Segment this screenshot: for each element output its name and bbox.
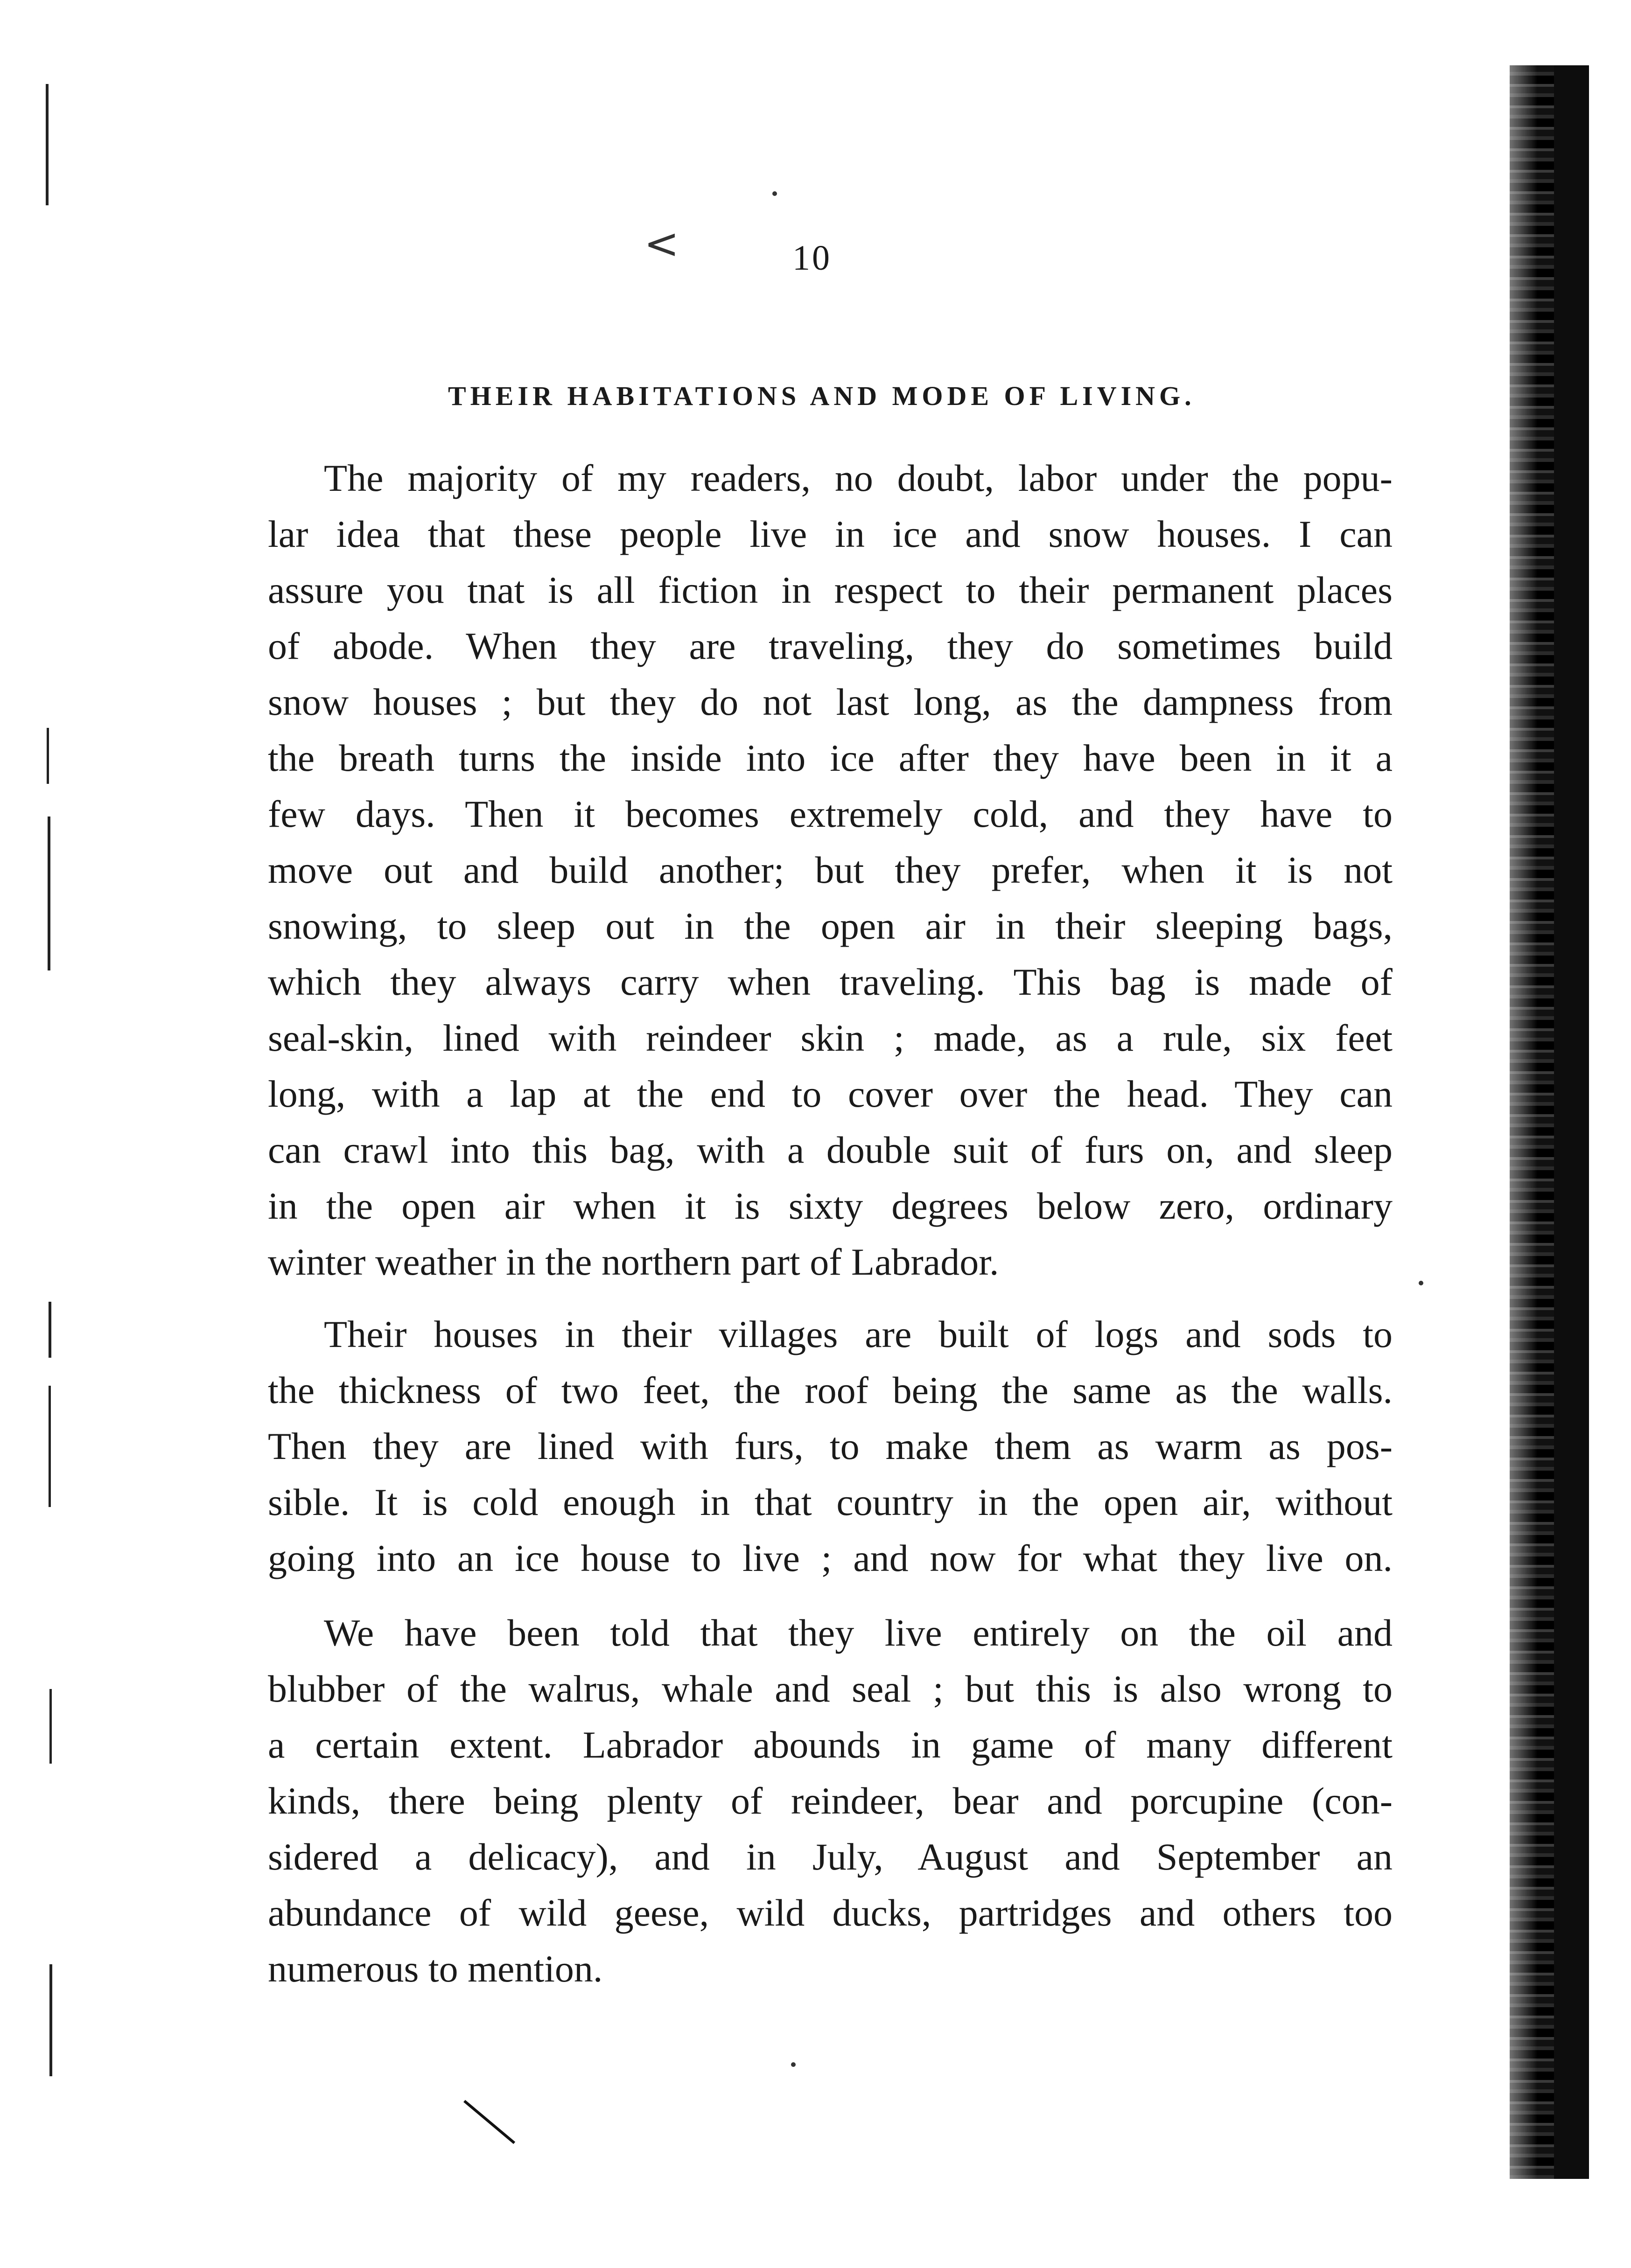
chapter-heading: THEIR HABITATIONS AND MODE OF LIVING. <box>448 381 1196 411</box>
text-line: The majority of my readers, no doubt, labor under the popu- <box>324 457 1393 499</box>
text-line: snow houses ; but they do not last long, as the dampness from <box>268 681 1393 723</box>
text-line: Then they are lined with furs, to make them as warm as pos- <box>268 1425 1393 1467</box>
text-line: seal-skin, lined with reindeer skin ; made, as a rule, six feet <box>268 1017 1393 1059</box>
text-line: long, with a lap at the end to cover over the head. They can <box>268 1073 1393 1115</box>
text-line: can crawl into this bag, with a double suit of furs on, and sleep <box>268 1129 1393 1171</box>
pencil-mark: < <box>644 219 679 268</box>
stroke-mark <box>463 2100 515 2144</box>
text-line: Their houses in their villages are built of logs and sods to <box>324 1313 1393 1355</box>
text-line: abundance of wild geese, wild ducks, partridges and others too <box>268 1891 1393 1934</box>
text-line: numerous to mention. <box>268 1947 603 1990</box>
left-margin-line <box>49 1302 51 1358</box>
left-margin-line <box>49 1964 52 2076</box>
text-line: blubber of the walrus, whale and seal ; but this is also wrong to <box>268 1668 1393 1710</box>
text-line: assure you tnat is all fiction in respect to their permanent places <box>268 569 1393 611</box>
left-margin-line <box>49 1689 52 1764</box>
text-line: the breath turns the inside into ice after they have been in it a <box>268 737 1393 779</box>
text-line: kinds, there being plenty of reindeer, bear and porcupine (con- <box>268 1780 1393 1822</box>
text-line: winter weather in the northern part of Labrador. <box>268 1241 999 1283</box>
text-line: a certain extent. Labrador abounds in game of many different <box>268 1724 1393 1766</box>
speck <box>1419 1281 1423 1285</box>
page-number: 10 <box>792 238 832 278</box>
text-line: sible. It is cold enough in that country in the open air, without <box>268 1481 1393 1523</box>
text-line: in the open air when it is sixty degrees below zero, ordinary <box>268 1185 1393 1227</box>
text-line: which they always carry when traveling. This bag is made of <box>268 961 1393 1003</box>
paragraph <box>268 1306 1393 1586</box>
speck <box>791 2062 796 2067</box>
text-line: the thickness of two feet, the roof being the same as the walls. <box>268 1369 1393 1411</box>
text-line: going into an ice house to live ; and now for what they live on. <box>268 1537 1393 1579</box>
text-line: lar idea that these people live in ice and snow houses. I can <box>268 513 1393 555</box>
text-line: of abode. When they are traveling, they do sometimes build <box>268 625 1393 667</box>
text-line: sidered a delicacy), and in July, August and September an <box>268 1835 1393 1878</box>
speck <box>772 191 777 196</box>
text-line: snowing, to sleep out in the open air in their sleeping bags, <box>268 905 1393 947</box>
left-margin-line <box>46 84 49 205</box>
paragraph <box>268 1605 1393 1997</box>
text-line: We have been told that they live entirely on the oil and <box>324 1612 1393 1654</box>
text-line: few days. Then it becomes extremely cold, and they have to <box>268 793 1393 835</box>
paragraph <box>268 450 1393 1290</box>
binding-edge-solid <box>1554 65 1589 2179</box>
left-margin-line <box>49 1386 51 1507</box>
left-margin-line <box>47 728 49 784</box>
left-margin-line <box>48 816 50 970</box>
text-line: move out and build another; but they prefer, when it is not <box>268 849 1393 891</box>
